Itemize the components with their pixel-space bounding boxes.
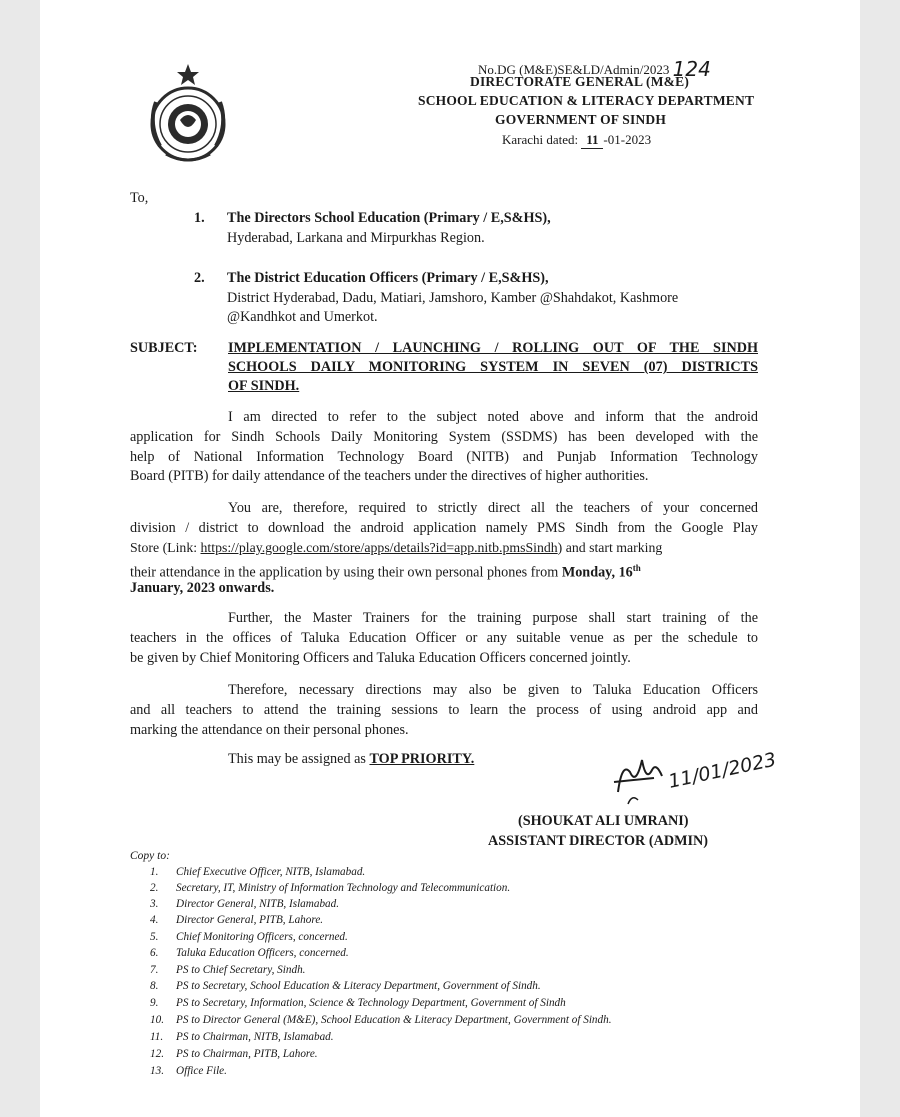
government-seal-logo [140, 62, 236, 166]
cc-num: 2. [150, 882, 159, 894]
cc-text: PS to Chairman, NITB, Islamabad. [176, 1031, 334, 1043]
para-2-line-5: January, 2023 onwards. [130, 580, 275, 596]
cc-num: 13. [150, 1065, 164, 1077]
date-line [502, 132, 651, 149]
cc-item [150, 980, 541, 996]
priority-bold: TOP PRIORITY. [369, 751, 475, 767]
priority-line [228, 749, 474, 769]
to-label: To, [130, 190, 149, 206]
cc-num: 7. [150, 964, 159, 976]
para-1-line-3: help of National Information Technology Board (NITB) and Punjab Information Technology [130, 449, 758, 465]
cc-text: Director General, NITB, Islamabad. [176, 898, 340, 910]
recipient-1-num: 1. [194, 210, 205, 226]
cc-item [150, 964, 305, 980]
recipient-1-detail: Hyderabad, Larkana and Mirpurkhas Region. [227, 230, 485, 246]
subject-label: SUBJECT: [130, 340, 198, 356]
para-1-line-4: Board (PITB) for daily attendance of the teachers under the directives of higher authorities. [130, 468, 649, 484]
cc-text: Director General, PITB, Lahore. [176, 914, 324, 926]
cc-item [150, 997, 566, 1013]
para-4-line-3: marking the attendance on their personal phones. [130, 722, 409, 738]
para-1-line-2: application for Sindh Schools Daily Monitoring System (SSDMS) has been developed with the [130, 429, 758, 445]
cc-item [150, 1065, 227, 1081]
recipient-2-num: 2. [194, 270, 205, 286]
org-line-1: DIRECTORATE GENERAL (M&E) [470, 74, 690, 89]
cc-item [150, 866, 365, 882]
para-2-line-3 [130, 538, 758, 558]
subject-line-3: OF SINDH. [228, 378, 300, 394]
start-date-bold: Monday, 16 [561, 564, 633, 581]
recipient-2-title: The District Education Officers (Primary / E,S&HS), [227, 270, 549, 286]
date-day: 11 [581, 132, 603, 149]
cc-text: PS to Chairman, PITB, Lahore. [176, 1048, 318, 1060]
cc-item [150, 882, 510, 898]
cc-num: 4. [150, 914, 159, 926]
recipient-2-detail-1: District Hyderabad, Dadu, Matiari, Jamshoro, Kamber @Shahdakot, Kashmore [227, 290, 679, 306]
cc-text: Chief Monitoring Officers, concerned. [176, 931, 348, 943]
cc-num: 11. [150, 1031, 164, 1043]
cc-item [150, 1031, 334, 1047]
para-2-line-2: division / district to download the android application namely PMS Sindh from the Google Play [130, 520, 758, 536]
handwritten-signature [608, 742, 778, 812]
org-line-2: SCHOOL EDUCATION & LITERACY DEPARTMENT [418, 93, 755, 108]
cc-text: Secretary, IT, Ministry of Information Technology and Telecommunication. [176, 882, 511, 894]
cc-text: Taluka Education Officers, concerned. [176, 947, 349, 959]
start-date-sup: th [632, 563, 641, 573]
cc-text: Office File. [176, 1065, 227, 1077]
cc-item [150, 947, 349, 963]
link-prefix: Store (Link: [130, 540, 201, 555]
para-2-line-1: You are, therefore, required to strictly direct all the teachers of your concerned [228, 500, 758, 516]
date-label: Karachi dated: [502, 132, 579, 147]
play-store-link[interactable]: https://play.google.com/store/apps/details?id=app.nitb.pmsSindh [200, 540, 558, 555]
reference-number-text: No.DG (M&E)SE&LD/Admin/2023 [478, 62, 670, 77]
cc-item [150, 931, 348, 947]
cc-num: 5. [150, 931, 159, 943]
cc-item [150, 898, 339, 914]
para-4-line-2: and all teachers to attend the training sessions to learn the process of using android app and [130, 702, 758, 718]
cc-text: PS to Chief Secretary, Sindh. [176, 964, 306, 976]
cc-num: 1. [150, 866, 159, 878]
para-4-line-1: Therefore, necessary directions may also be given to Taluka Education Officers [228, 682, 758, 698]
para-1-line-1: I am directed to refer to the subject noted above and inform that the android [228, 409, 758, 425]
cc-text: PS to Director General (M&E), School Education & Literacy Department, Government of Sindh. [176, 1014, 612, 1026]
cc-num: 12. [150, 1048, 164, 1060]
link-suffix: ) and start marking [557, 540, 663, 555]
para-3-line-2: teachers in the offices of Taluka Education Officer or any suitable venue as per the schedule to [130, 630, 758, 646]
cc-item [150, 1048, 318, 1064]
cc-item [150, 1014, 612, 1030]
cc-item [150, 914, 323, 930]
signature-date: 11/01/2023 [666, 748, 778, 793]
date-rest: -01-2023 [603, 132, 652, 147]
recipient-1-title: The Directors School Education (Primary / E,S&HS), [227, 210, 551, 226]
signatory-designation: ASSISTANT DIRECTOR (ADMIN) [488, 833, 708, 849]
cc-num: 10. [150, 1014, 164, 1026]
copy-to-label: Copy to: [130, 850, 170, 862]
cc-num: 8. [150, 980, 159, 992]
cc-text: PS to Secretary, Information, Science & Technology Department, Government of Sindh [176, 997, 566, 1009]
cc-text: PS to Secretary, School Education & Literacy Department, Government of Sindh. [176, 980, 541, 992]
subject-line-2: SCHOOLS DAILY MONITORING SYSTEM IN SEVEN (07) DISTRICTS [228, 359, 758, 375]
cc-num: 6. [150, 947, 159, 959]
document-page [40, 0, 860, 1117]
cc-num: 3. [150, 898, 159, 910]
para-3-line-1: Further, the Master Trainers for the training purpose shall start training of the [228, 610, 758, 626]
cc-num: 9. [150, 997, 159, 1009]
para-2-line-4-text: their attendance in the application by using their own personal phones from [130, 564, 562, 581]
org-line-3: GOVERNMENT OF SINDH [495, 112, 667, 127]
recipient-2-detail-2: @Kandhkot and Umerkot. [227, 309, 378, 325]
signatory-name: (SHOUKAT ALI UMRANI) [518, 813, 689, 829]
priority-prefix: This may be assigned as [228, 751, 370, 767]
subject-line-1: IMPLEMENTATION / LAUNCHING / ROLLING OUT OF THE SINDH [228, 340, 758, 356]
handwritten-reference: 124 [672, 57, 711, 81]
cc-text: Chief Executive Officer, NITB, Islamabad. [176, 866, 366, 878]
para-3-line-3: be given by Chief Monitoring Officers and Taluka Education Officers concerned jointly. [130, 650, 631, 666]
